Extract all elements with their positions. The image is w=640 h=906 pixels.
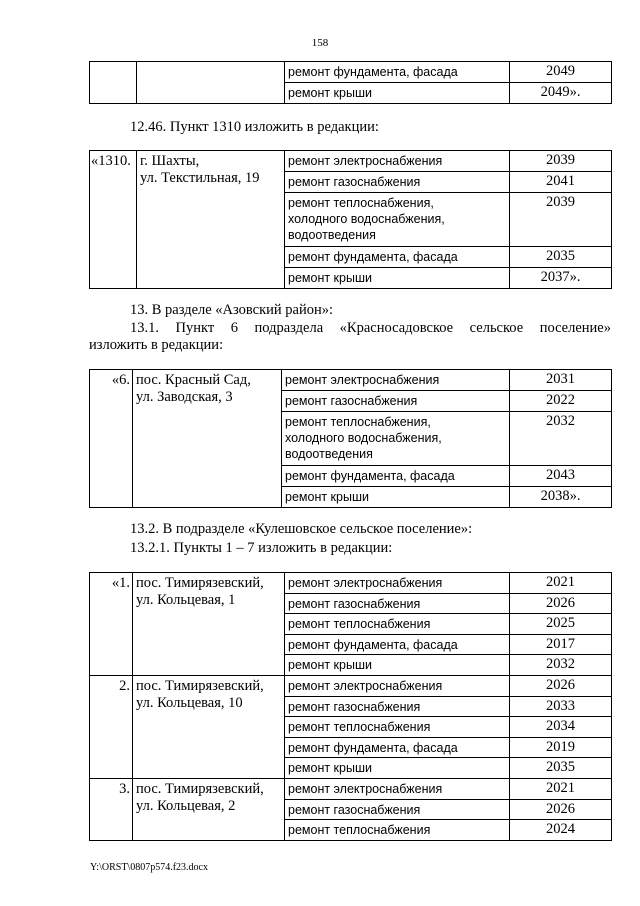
- table-1310: [89, 150, 612, 289]
- work-cell: ремонт электроснабжения: [285, 778, 510, 799]
- year-cell: 2043: [510, 466, 612, 487]
- address-line: пос. Тимирязевский,: [136, 677, 264, 694]
- address-line: ул. Текстильная, 19: [140, 170, 260, 186]
- address-cell: [133, 370, 282, 508]
- work-line: водоотведения: [285, 447, 373, 461]
- paragraph-13-1-line1: 13.1. Пункт 6 подраздела «Красносадовское сельское поселение»: [130, 320, 611, 336]
- address-line: г. Шахты,: [140, 153, 200, 169]
- number-cell: 2.: [90, 675, 133, 778]
- year-cell: 2049».: [510, 83, 612, 104]
- work-line: водоотведения: [288, 228, 376, 242]
- work-cell: ремонт фундамента, фасада: [285, 247, 510, 268]
- work-cell: ремонт фундамента, фасада: [285, 737, 510, 758]
- paragraph-13: 13. В разделе «Азовский район»:: [130, 302, 334, 318]
- page-number: 158: [311, 37, 329, 49]
- work-cell: ремонт газоснабжения: [285, 799, 510, 820]
- year-cell: 2017: [510, 634, 612, 655]
- top-table: [89, 61, 612, 104]
- table-row: [90, 778, 612, 799]
- work-cell: ремонт электроснабжения: [282, 370, 510, 391]
- number-cell: «1.: [90, 573, 133, 676]
- table-row: [90, 675, 612, 696]
- address-line: пос. Тимирязевский,: [136, 780, 264, 797]
- year-cell: 2032: [510, 655, 612, 676]
- address-cell: [137, 151, 285, 289]
- work-cell: ремонт газоснабжения: [285, 172, 510, 193]
- number-cell: 3.: [90, 778, 133, 840]
- work-line: ремонт теплоснабжения,: [285, 415, 431, 429]
- address-line: ул. Кольцевая, 2: [136, 797, 236, 814]
- year-cell: 2033: [510, 696, 612, 717]
- year-cell: 2035: [510, 758, 612, 779]
- work-cell: ремонт электроснабжения: [285, 675, 510, 696]
- work-cell: ремонт крыши: [285, 655, 510, 676]
- year-cell: 2025: [510, 614, 612, 635]
- work-cell: ремонт электроснабжения: [285, 573, 510, 594]
- work-cell: ремонт газоснабжения: [285, 593, 510, 614]
- year-cell: 2032: [510, 412, 612, 466]
- year-cell: 2041: [510, 172, 612, 193]
- work-line: холодного водоснабжения,: [288, 212, 445, 226]
- footer-file-path: Y:\ORST\0807p574.f23.docx: [90, 862, 208, 873]
- year-cell: 2039: [510, 193, 612, 247]
- year-cell: 2049: [510, 62, 612, 83]
- work-cell: ремонт газоснабжения: [282, 391, 510, 412]
- address-line: ул. Кольцевая, 1: [136, 592, 236, 608]
- year-cell: 2039: [510, 151, 612, 172]
- year-cell: 2021: [510, 573, 612, 594]
- number-cell: [90, 62, 137, 104]
- work-line: холодного водоснабжения,: [285, 431, 442, 445]
- number-cell: «6.: [90, 370, 133, 508]
- paragraph-13-2: 13.2. В подразделе «Кулешовское сельское поселение»:: [130, 521, 473, 537]
- work-cell: ремонт крыши: [285, 83, 510, 104]
- work-line: ремонт теплоснабжения,: [288, 196, 434, 210]
- work-cell: ремонт теплоснабжения: [285, 614, 510, 635]
- table-row: [90, 151, 612, 172]
- address-cell: [133, 573, 285, 676]
- year-cell: 2031: [510, 370, 612, 391]
- address-line: ул. Кольцевая, 10: [136, 694, 243, 711]
- year-cell: 2035: [510, 247, 612, 268]
- address-cell: [137, 62, 285, 104]
- work-cell: ремонт фундамента, фасада: [282, 466, 510, 487]
- work-cell: ремонт фундамента, фасада: [285, 634, 510, 655]
- address-line: пос. Тимирязевский,: [136, 575, 264, 591]
- paragraph-12-46: 12.46. Пункт 1310 изложить в редакции:: [130, 119, 379, 135]
- work-cell: ремонт электроснабжения: [285, 151, 510, 172]
- work-cell: ремонт крыши: [285, 268, 510, 289]
- year-cell: 2038».: [510, 487, 612, 508]
- address-cell: [133, 778, 285, 840]
- year-cell: 2022: [510, 391, 612, 412]
- table-kuleshovskoe: [89, 572, 612, 841]
- address-line: ул. Заводская, 3: [136, 389, 233, 405]
- year-cell: 2026: [510, 799, 612, 820]
- year-cell: 2024: [510, 820, 612, 841]
- table-row: [90, 62, 612, 83]
- table-6: [89, 369, 612, 508]
- work-cell: ремонт крыши: [282, 487, 510, 508]
- year-cell: 2037».: [510, 268, 612, 289]
- paragraph-13-1-line2: изложить в редакции:: [89, 337, 224, 353]
- work-cell: ремонт теплоснабжения: [285, 717, 510, 738]
- number-cell: «1310.: [90, 151, 137, 289]
- year-cell: 2026: [510, 593, 612, 614]
- work-cell: ремонт фундамента, фасада: [285, 62, 510, 83]
- work-cell: ремонт теплоснабжения: [285, 820, 510, 841]
- address-cell: [133, 675, 285, 778]
- work-cell: ремонт крыши: [285, 758, 510, 779]
- work-cell: [285, 193, 510, 247]
- paragraph-13-2-1: 13.2.1. Пункты 1 – 7 изложить в редакции:: [130, 540, 393, 556]
- table-row: [90, 370, 612, 391]
- year-cell: 2019: [510, 737, 612, 758]
- address-line: пос. Красный Сад,: [136, 372, 251, 388]
- year-cell: 2034: [510, 717, 612, 738]
- table-row: [90, 573, 612, 594]
- year-cell: 2021: [510, 778, 612, 799]
- work-cell: [282, 412, 510, 466]
- year-cell: 2026: [510, 675, 612, 696]
- work-cell: ремонт газоснабжения: [285, 696, 510, 717]
